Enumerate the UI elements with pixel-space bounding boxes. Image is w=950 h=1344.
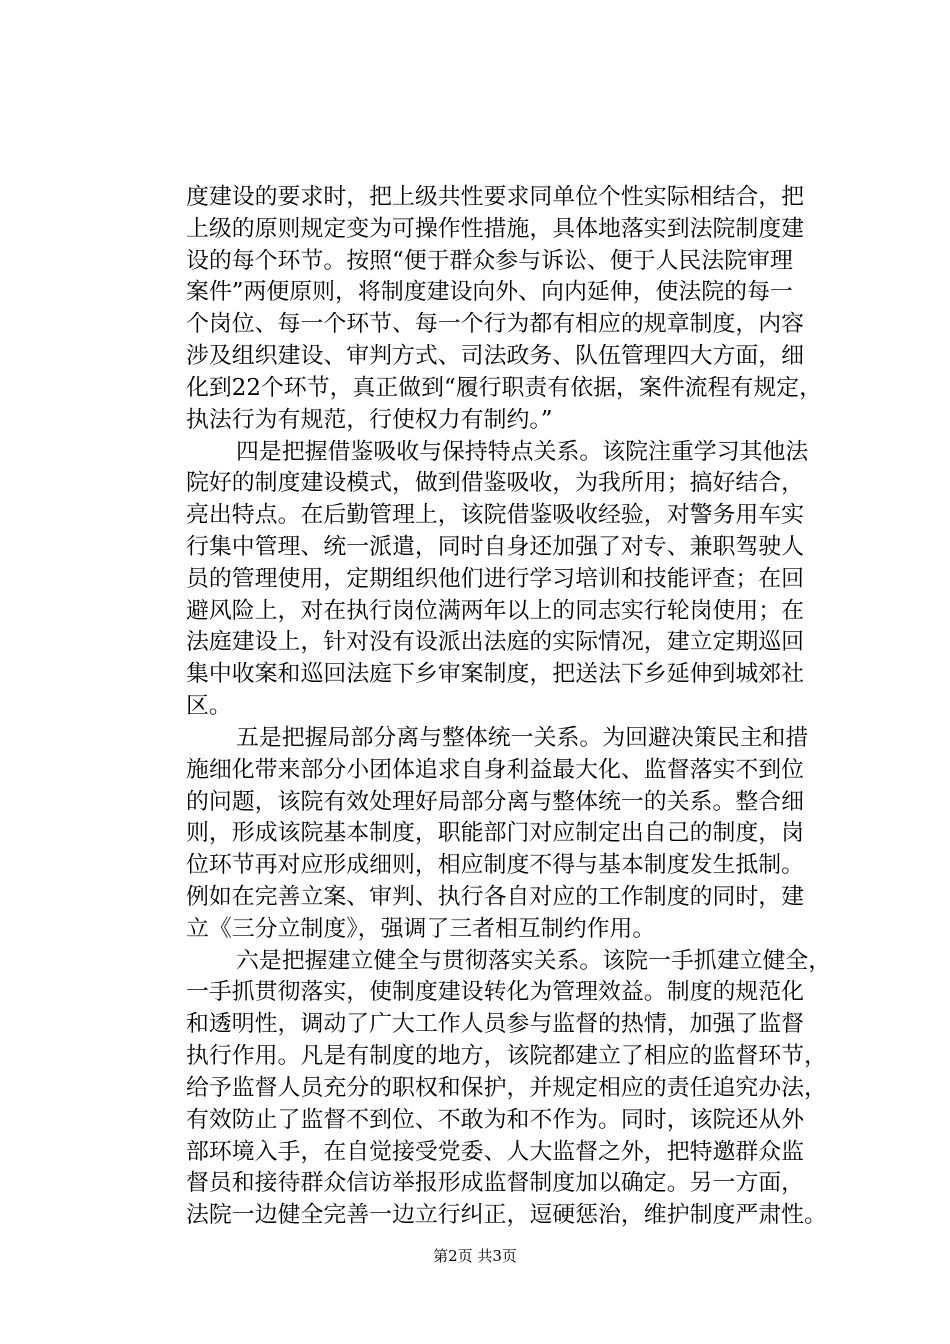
- text-line: 行集中管理、统一派遣，同时自身还加强了对专、兼职驾驶人: [186, 534, 805, 560]
- text-line: 立《三分立制度》，强调了三者相互制约作用。: [186, 915, 656, 942]
- text-line: 位环节再对应形成细则，相应制度不得与基本制度发生抵制。: [186, 852, 805, 879]
- text-line: 院好的制度建设模式，做到借鉴吸收，为我所用；搞好结合，: [186, 470, 805, 497]
- text-line: 个岗位、每一个环节、每一个行为都有相应的规章制度，内容: [186, 311, 805, 338]
- text-line: 法庭建设上，针对没有设派出法庭的实际情况，建立定期巡回: [186, 629, 805, 656]
- text-line: 亮出特点。在后勤管理上，该院借鉴吸收经验，对警务用车实: [186, 502, 805, 529]
- text-line: 执行作用。凡是有制度的地方，该院都建立了相应的监督环节，: [186, 1043, 827, 1070]
- text-line: 集中收案和巡回法庭下乡审案制度，把送法下乡延伸到城郊社: [186, 661, 805, 688]
- text-line: 给予监督人员充分的职权和保护，并规定相应的责任追究办法，: [186, 1074, 827, 1101]
- page-number-footer: 第2页 共3页: [433, 1247, 517, 1265]
- paragraph-first-line: 五是把握局部分离与整体统一关系。为回避决策民主和措: [236, 724, 809, 751]
- text-line: 案件”两便原则，将制度建设向外、向内延伸，使法院的每一: [186, 279, 793, 306]
- text-line: 涉及组织建设、审判方式、司法政务、队伍管理四大方面，细: [186, 343, 805, 370]
- text-line: 法院一边健全完善一边立行纠正，逗硬惩治，维护制度严肃性。: [186, 1202, 827, 1229]
- text-line: 督员和接待群众信访举报形成监督制度加以确定。另一方面，: [186, 1170, 805, 1197]
- text-line: 和透明性，调动了广大工作人员参与监督的热情，加强了监督: [186, 1011, 805, 1038]
- text-line: 例如在完善立案、审判、执行各自对应的工作制度的同时，建: [186, 884, 805, 910]
- paragraph-first-line: 四是把握借鉴吸收与保持特点关系。该院注重学习其他法: [236, 438, 809, 465]
- text-line: 员的管理使用，定期组织他们进行学习培训和技能评查；在回: [186, 565, 805, 592]
- text-line: 避风险上，对在执行岗位满两年以上的同志实行轮岗使用；在: [186, 597, 805, 624]
- text-line: 的问题，该院有效处理好局部分离与整体统一的关系。整合细: [186, 788, 805, 815]
- text-line: 一手抓贯彻落实，使制度建设转化为管理效益。制度的规范化: [186, 979, 805, 1006]
- text-line: 区。: [186, 693, 232, 720]
- text-line: 部环境入手，在自觉接受党委、人大监督之外，把特邀群众监: [186, 1138, 805, 1165]
- text-line: 化到22个环节，真正做到“履行职责有依据，案件流程有规定，: [186, 374, 822, 401]
- paragraph-first-line: 六是把握建立健全与贯彻落实关系。该院一手抓建立健全，: [236, 947, 832, 974]
- text-line: 则，形成该院基本制度，职能部门对应制定出自己的制度，岗: [186, 820, 805, 847]
- text-line: 度建设的要求时，把上级共性要求同单位个性实际相结合，把: [186, 184, 805, 210]
- text-line: 上级的原则规定变为可操作性措施，具体地落实到法院制度建: [186, 215, 805, 242]
- text-line: 施细化带来部分小团体追求自身利益最大化、监督落实不到位: [186, 756, 805, 783]
- text-line: 执法行为有规范，行使权力有制约。”: [186, 406, 553, 433]
- text-line: 有效防止了监督不到位、不敢为和不作为。同时，该院还从外: [186, 1106, 805, 1133]
- text-line: 设的每个环节。按照“便于群众参与诉讼、便于人民法院审理: [186, 247, 793, 274]
